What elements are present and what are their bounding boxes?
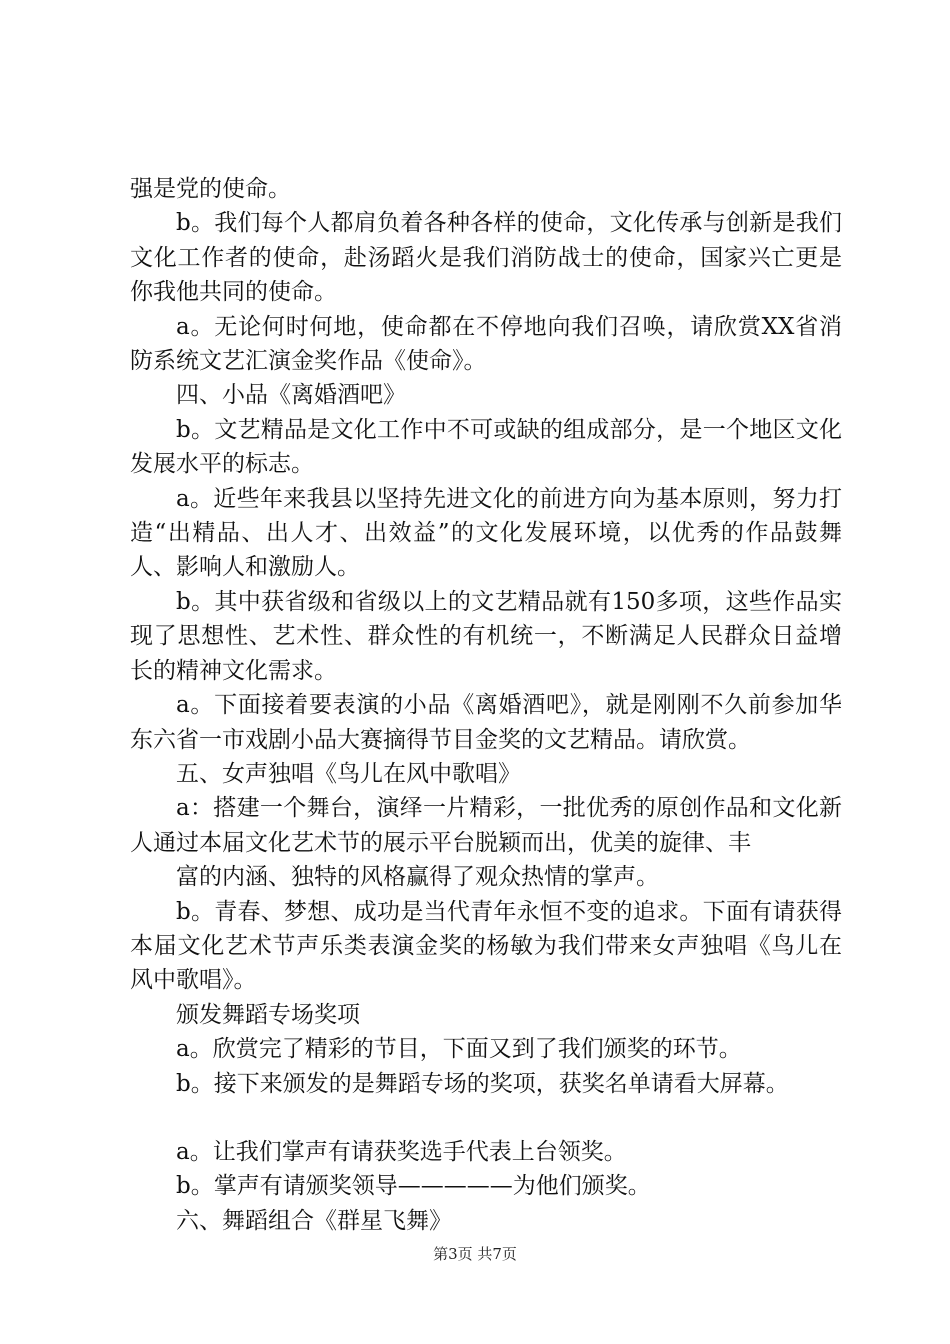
paragraph: a。下面接着要表演的小品《离婚酒吧》，就是刚刚不久前参加华东六省一市戏剧小品大赛摘得节目金奖的文艺精品。请欣赏。 (130, 692, 842, 753)
section-heading: 四、小品《离婚酒吧》 (176, 382, 406, 409)
paragraph: a。让我们掌声有请获奖选手代表上台领奖。 (176, 1138, 627, 1165)
page-footer: 第3页 共7页 (433, 1245, 517, 1263)
paragraph: 强是党的使命。 (130, 176, 291, 202)
blank-line (130, 1101, 842, 1135)
section-heading: 颁发舞蹈专场奖项 (176, 1001, 360, 1028)
section-heading: 五、女声独唱《鸟儿在风中歌唱》 (176, 760, 521, 787)
paragraph: b。青春、梦想、成功是当代青年永恒不变的追求。下面有请获得本届文化艺术节声乐类表演金奖的杨敏为我们带来女声独唱《鸟儿在风中歌唱》。 (130, 898, 842, 994)
paragraph: 富的内涵、独特的风格赢得了观众热情的掌声。 (176, 864, 659, 891)
paragraph: b。我们每个人都肩负着各种各样的使命，文化传承与创新是我们文化工作者的使命，赴汤蹈火是我们消防战士的使命，国家兴亡更是你我他共同的使命。 (130, 210, 842, 306)
paragraph: a：搭建一个舞台，演绎一片精彩，一批优秀的原创作品和文化新人通过本届文化艺术节的展示平台脱颖而出，优美的旋律、丰 (130, 795, 842, 856)
paragraph: a。无论何时何地，使命都在不停地向我们召唤，请欣赏XX省消防系统文艺汇演金奖作品《使命》。 (130, 313, 842, 375)
document-body (130, 172, 842, 1238)
paragraph: b。掌声有请颁奖领导—————为他们颁奖。 (176, 1173, 651, 1200)
paragraph: b。其中获省级和省级以上的文艺精品就有150多项，这些作品实现了思想性、艺术性、群众性的有机统一，不断满足人民群众日益增长的精神文化需求。 (130, 588, 842, 684)
paragraph: b。文艺精品是文化工作中不可或缺的组成部分，是一个地区文化发展水平的标志。 (130, 416, 842, 478)
section-heading: 六、舞蹈组合《群星飞舞》 (176, 1207, 452, 1234)
paragraph: a。近些年来我县以坚持先进文化的前进方向为基本原则，努力打造“出精品、出人才、出效益”的文化发展环境，以优秀的作品鼓舞人、影响人和激励人。 (130, 485, 842, 581)
paragraph: b。接下来颁发的是舞蹈专场的奖项，获奖名单请看大屏幕。 (176, 1070, 789, 1097)
paragraph: a。欣赏完了精彩的节目，下面又到了我们颁奖的环节。 (176, 1036, 742, 1063)
